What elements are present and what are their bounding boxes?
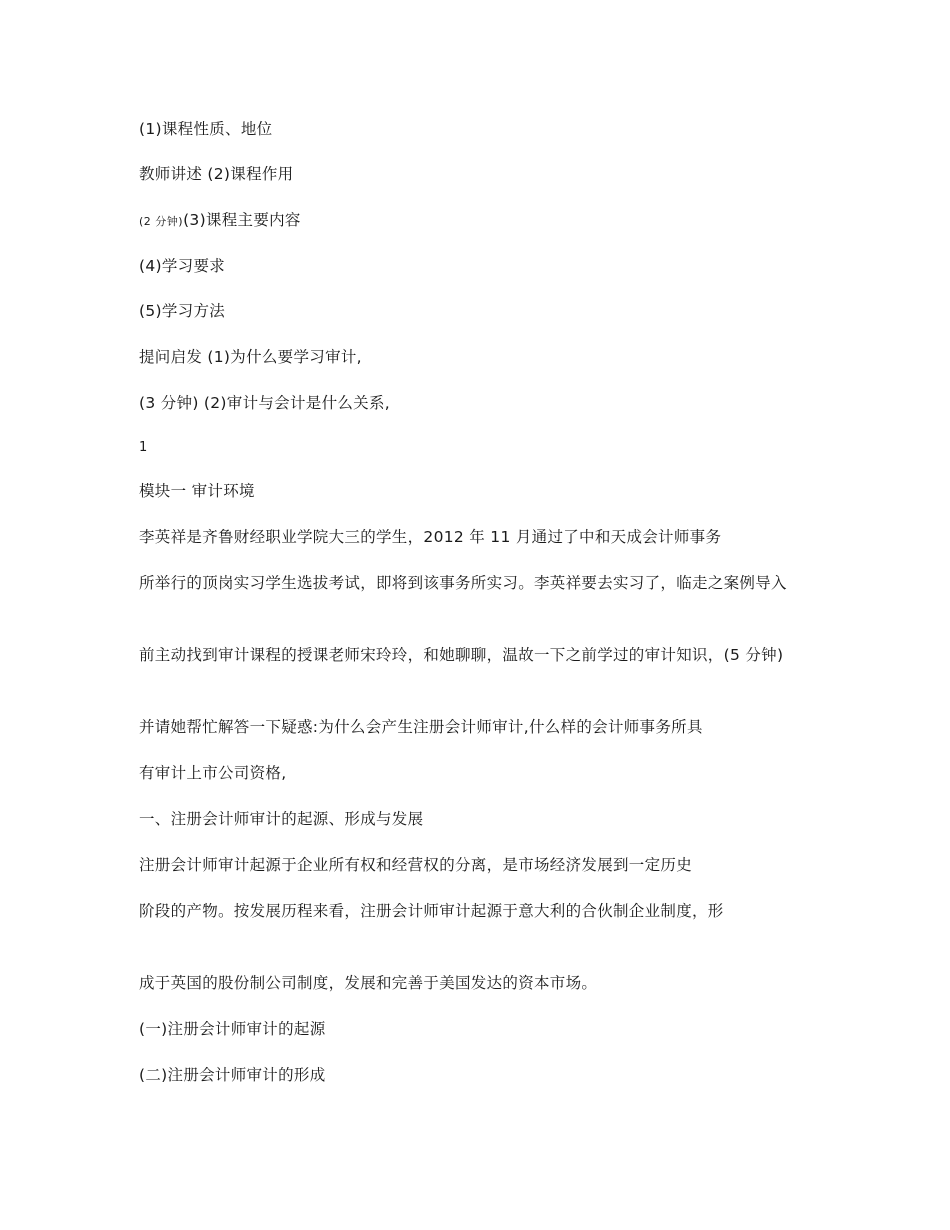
case-paragraph-line-2: 所举行的顶岗实习学生选拔考试，即将到该事务所实习。李英祥要去实习了，临走之案例导入: [139, 574, 787, 592]
body-paragraph-line-1: 注册会计师审计起源于企业所有权和经营权的分离，是市场经济发展到一定历史: [139, 856, 693, 874]
section-heading-origin-development: 一、注册会计师审计的起源、形成与发展: [139, 810, 424, 828]
case-paragraph-line-5: 有审计上市公司资格,: [139, 764, 287, 782]
text-line-audit-accounting-relation: (3 分钟) (2)审计与会计是什么关系,: [139, 394, 390, 412]
subsection-heading-formation: (二)注册会计师审计的形成: [139, 1066, 326, 1084]
case-paragraph-line-1: 李英祥是齐鲁财经职业学院大三的学生，2012 年 11 月通过了中和天成会计师事务: [139, 528, 722, 546]
case-paragraph-line-3: 前主动找到审计课程的授课老师宋玲玲，和她聊聊，温故一下之前学过的审计知识，(5 分钟): [139, 646, 784, 664]
body-paragraph-line-3: 成于英国的股份制公司制度，发展和完善于美国发达的资本市场。: [139, 974, 598, 992]
page-number: 1: [139, 440, 148, 455]
text-line-teacher-narration: 教师讲述 (2)课程作用: [139, 165, 294, 183]
text-line-main-content: [139, 209, 301, 233]
case-paragraph-line-4: 并请她帮忙解答一下疑惑:为什么会产生注册会计师审计,什么样的会计师事务所具: [139, 718, 703, 736]
text-line-learning-methods: (5)学习方法: [139, 302, 226, 320]
module-heading: 模块一 审计环境: [139, 482, 255, 500]
text-line-question-prompt: 提问启发 (1)为什么要学习审计,: [139, 348, 362, 366]
text-line-learning-requirements: (4)学习要求: [139, 257, 226, 275]
time-note: (2 分钟): [139, 215, 184, 228]
body-paragraph-line-2: 阶段的产物。按发展历程来看，注册会计师审计起源于意大利的合伙制企业制度，形: [139, 902, 724, 920]
text-line-course-nature: (1)课程性质、地位: [139, 120, 273, 138]
text-main-content: (3)课程主要内容: [183, 211, 301, 229]
subsection-heading-origin: (一)注册会计师审计的起源: [139, 1020, 326, 1038]
